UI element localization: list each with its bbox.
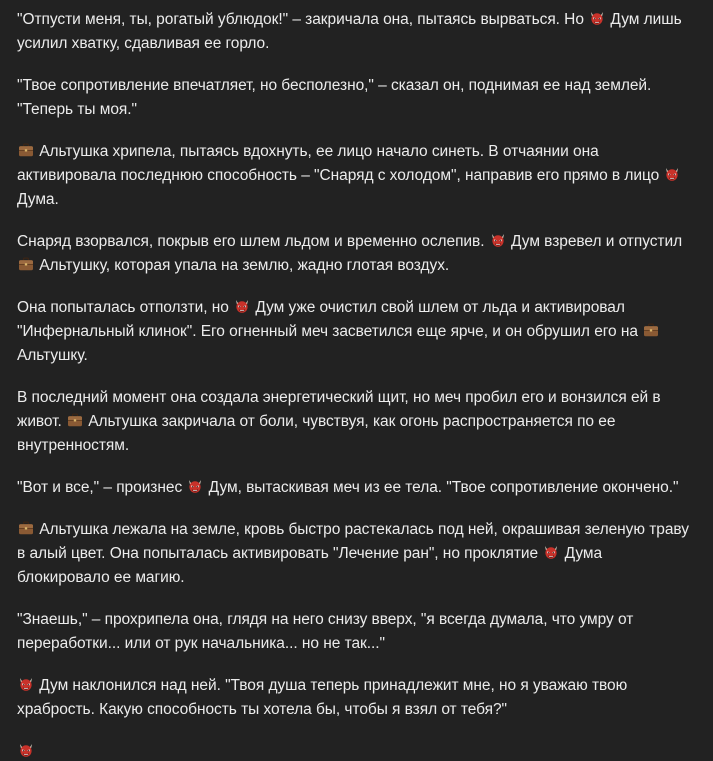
paragraph-text: "Отпусти меня, ты, рогатый ублюдок!" – закричала она, пытаясь вырваться. Но: [17, 11, 589, 28]
briefcase-icon: [643, 322, 659, 338]
story-paragraph: [17, 518, 697, 590]
paragraph-text: Альтушку.: [17, 323, 665, 364]
paragraph-text: Дум взревел и отпустил: [506, 233, 687, 250]
ogre-icon: [589, 10, 605, 26]
paragraph-text: В последний момент она создала энергетический щит, но меч пробил его и вонзился ей в живот.: [17, 389, 665, 430]
ogre-icon: [18, 742, 34, 758]
briefcase-icon: [67, 412, 83, 428]
paragraph-text: Альтушка лежала на земле, кровь быстро растекалась под ней, окрашивая зеленую траву в алый цвет. Она попыталась активировать "Лечение ран", но проклятие: [17, 521, 694, 562]
story-paragraph: [17, 608, 697, 656]
paragraph-text: Дума блокировало ее магию.: [17, 545, 607, 586]
story-paragraph: [17, 296, 697, 368]
paragraph-text: "Твое сопротивление впечатляет, но бесполезно," – сказал он, поднимая ее над землей. "Теперь ты моя.": [17, 77, 656, 118]
paragraph-text: Альтушка закричала от боли, чувствуя, как огонь распространяется по ее внутренностям.: [17, 413, 620, 454]
briefcase-icon: [18, 520, 34, 536]
paragraph-text: Альтушку, которая упала на землю, жадно глотая воздух.: [35, 257, 450, 274]
story-paragraph: [17, 8, 697, 56]
briefcase-icon: [18, 256, 34, 272]
story-paragraph: [17, 230, 697, 278]
ogre-icon: [543, 544, 559, 560]
ogre-icon: [664, 166, 680, 182]
story-paragraph: [17, 674, 697, 722]
paragraph-text: Альтушка хрипела, пытаясь вдохнуть, ее лицо начало синеть. В отчаянии она активировала последнюю способность – "Снаряд с холодом", направив его прямо в лицо: [17, 143, 664, 184]
cut-off-line: [17, 742, 35, 761]
briefcase-icon: [18, 142, 34, 158]
ogre-icon: [234, 298, 250, 314]
paragraph-text: Она попыталась отползти, но: [17, 299, 234, 316]
ogre-icon: [187, 478, 203, 494]
paragraph-text: Дум лишь усилил хватку, сдавливая ее горло.: [17, 11, 686, 52]
story-paragraph: [17, 74, 697, 122]
ogre-icon: [18, 676, 34, 692]
paragraph-text: Дум, вытаскивая меч из ее тела. "Твое сопротивление окончено.": [204, 479, 679, 496]
paragraph-text: Снаряд взорвался, покрыв его шлем льдом и временно ослепив.: [17, 233, 489, 250]
paragraph-text: Дум уже очистил свой шлем от льда и активировал "Инфернальный клинок". Его огненный меч засветился еще ярче, и он обрушил его на: [17, 299, 643, 340]
paragraph-text: Дум наклонился над ней. "Твоя душа теперь принадлежит мне, но я уважаю твою храбрость. Какую способность ты хотела бы, чтобы я взял от тебя?": [17, 677, 632, 718]
story-paragraph: [17, 476, 697, 500]
ogre-icon: [490, 232, 506, 248]
story-paragraph: [17, 386, 697, 458]
paragraph-text: "Вот и все," – произнес: [17, 479, 187, 496]
story-paragraph: [17, 140, 697, 212]
paragraph-text: "Знаешь," – прохрипела она, глядя на него снизу вверх, "я всегда думала, что умру от переработки... или от рук начальника... но не так...": [17, 611, 638, 652]
paragraph-text: Дума.: [17, 167, 686, 208]
message-body: [17, 8, 697, 740]
